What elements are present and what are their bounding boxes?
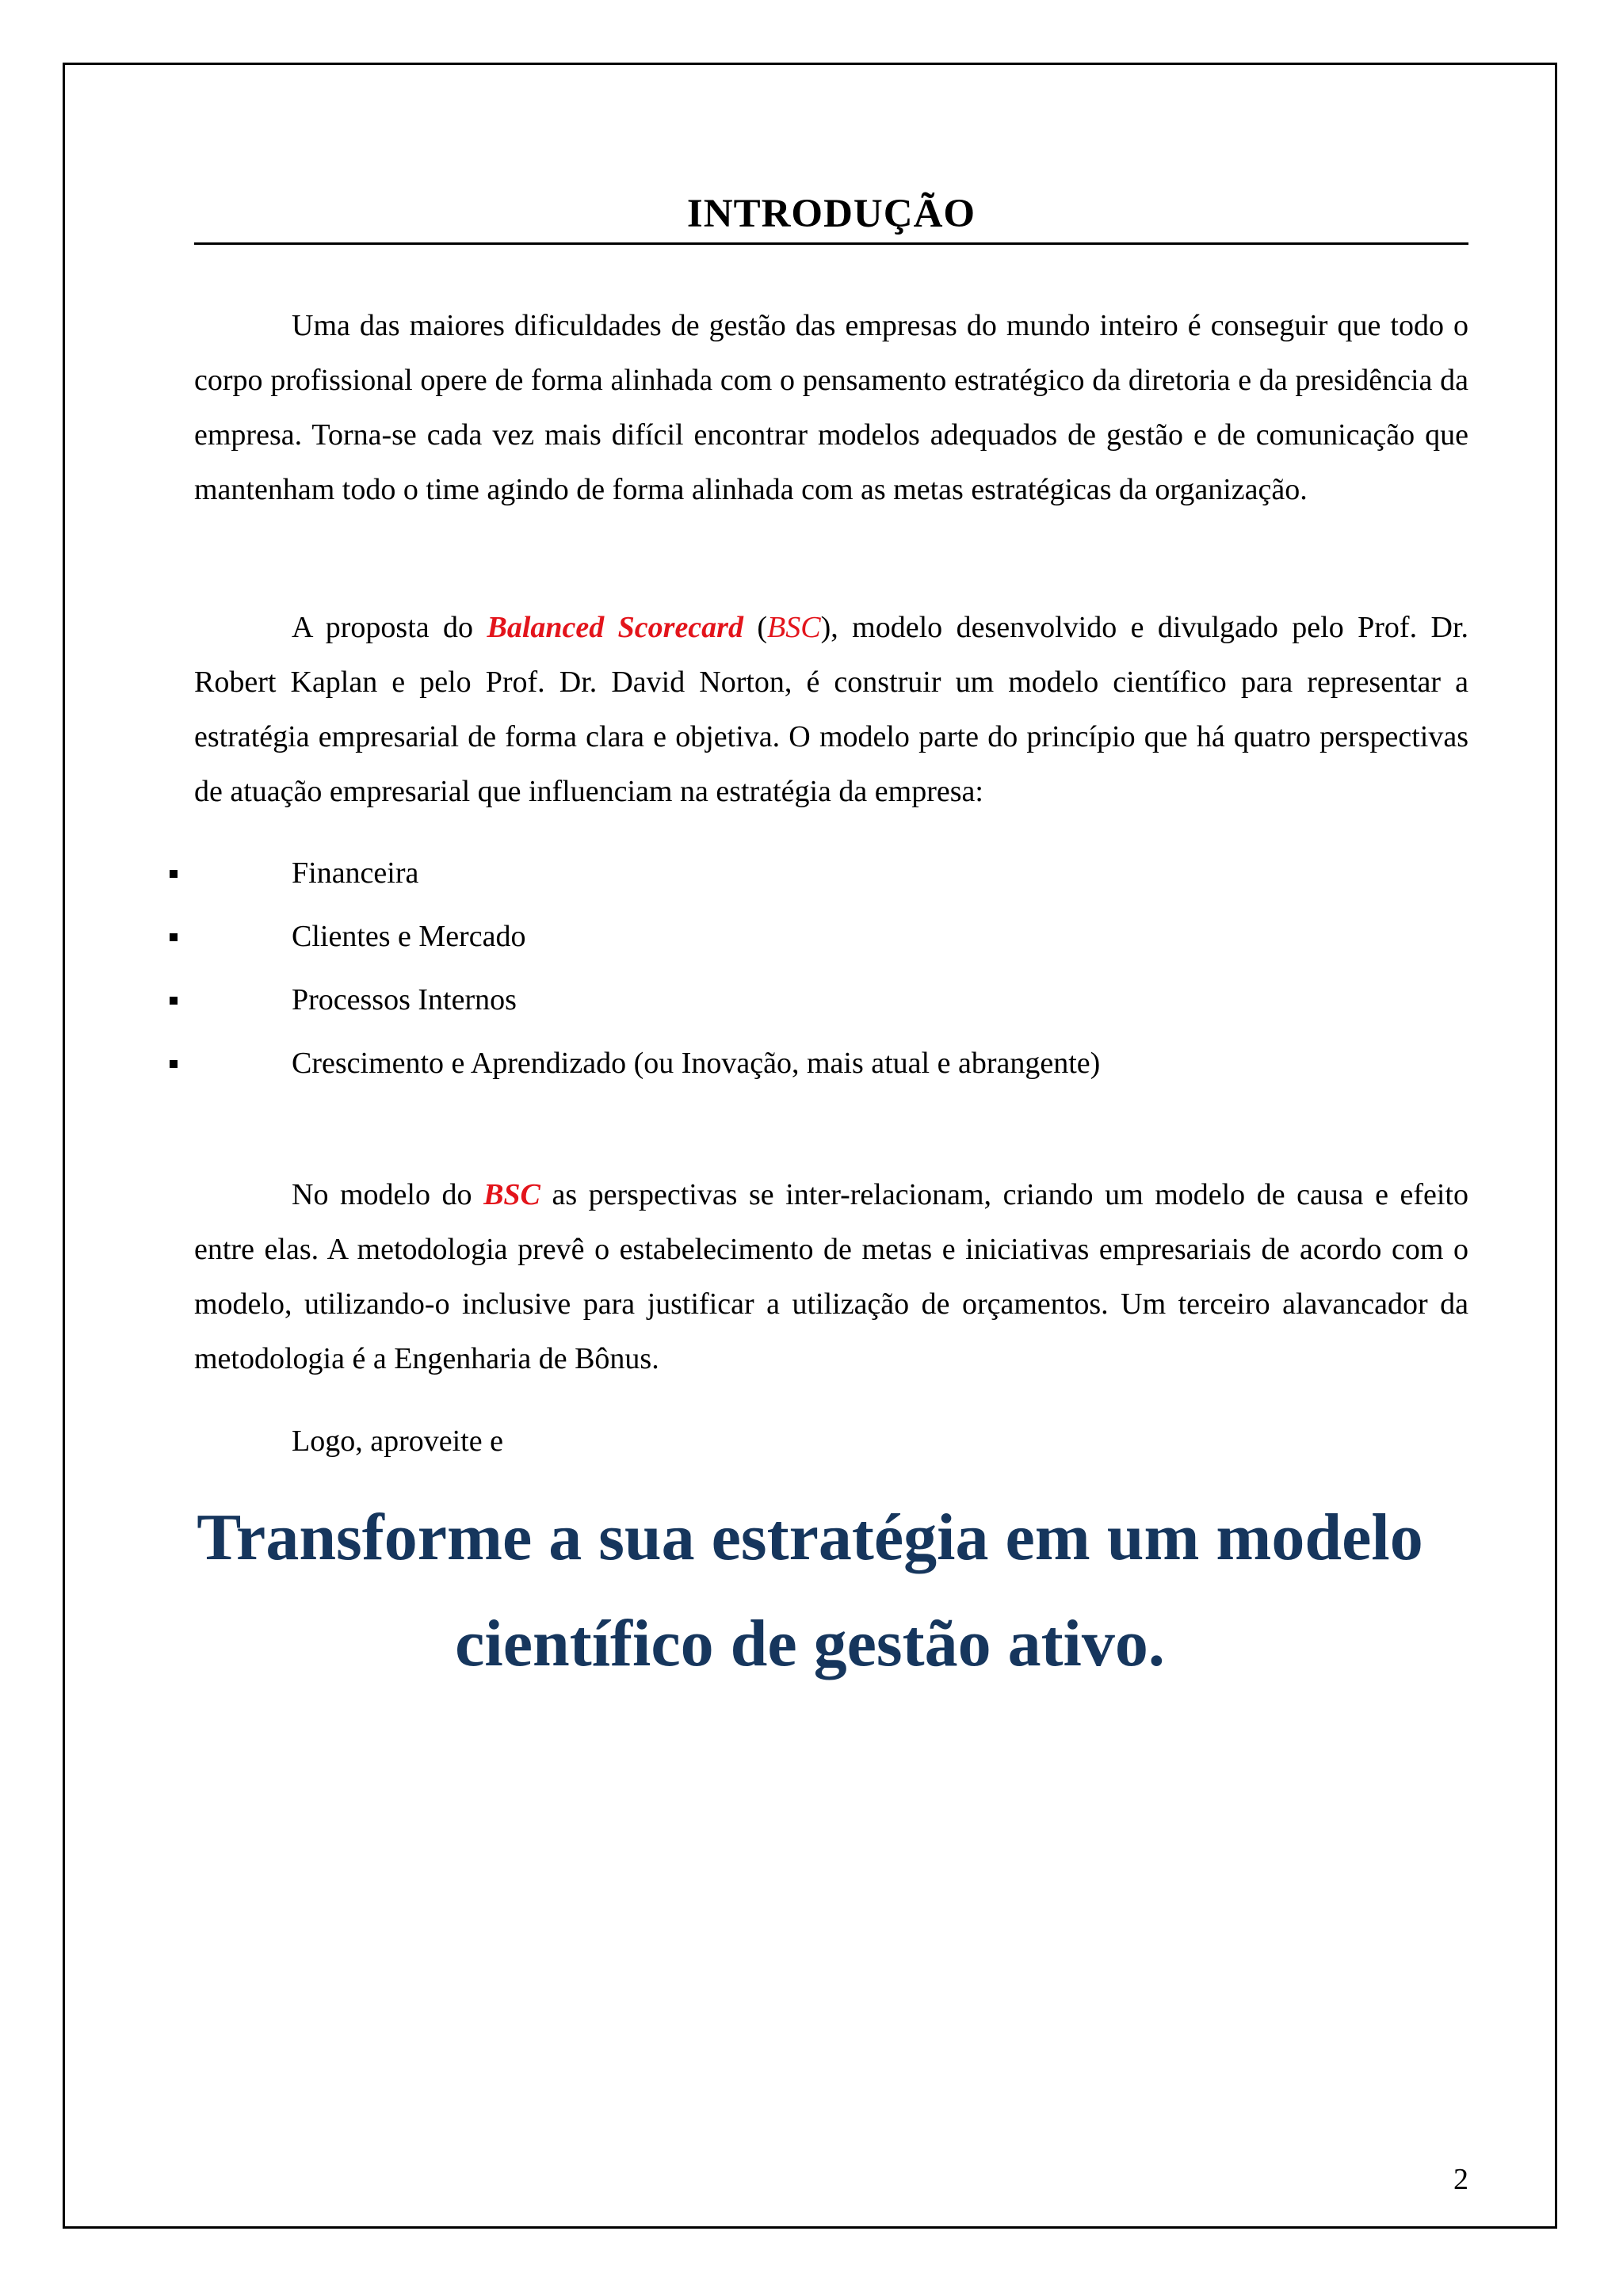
bsc-abbreviation: BSC: [767, 611, 821, 644]
bsc-model-text-start: No modelo do: [292, 1178, 484, 1211]
intro-paragraph: [194, 299, 1468, 517]
square-bullet-icon: [170, 870, 178, 878]
list-item-text: Clientes e Mercado: [292, 920, 526, 953]
square-bullet-icon: [170, 933, 178, 941]
page-title: INTRODUÇÃO: [686, 192, 976, 236]
bsc-model-paragraph: [194, 1168, 1468, 1386]
list-item-text: Crescimento e Aprendizado (ou Inovação, mais atual e abrangente): [292, 1047, 1101, 1080]
square-bullet-icon: [170, 997, 178, 1005]
closing-paragraph: [194, 1414, 1468, 1469]
bsc-model-text-end: as perspectivas se inter-relacionam, criando um modelo de causa e efeito entre elas. A metodologia prevê o estabelecimento de metas e iniciativas empresariais de acordo com o modelo, utilizando-o inclusive para justificar a utilização de orçamentos. Um terceiro alavancador da metodologia é a Engenharia de Bônus.: [194, 1178, 1468, 1375]
headline-line-2: científico de gestão ativo.: [455, 1607, 1165, 1680]
closing-text: Logo, aproveite e: [292, 1425, 503, 1458]
headline-line-1: Transforme a sua estratégia em um modelo: [197, 1501, 1423, 1574]
title-underline: [194, 242, 1468, 245]
paren-open: (: [743, 611, 768, 644]
bsc-highlight: BSC: [483, 1178, 540, 1211]
page-number: 2: [1453, 2163, 1468, 2196]
balanced-scorecard-highlight: Balanced Scorecard: [487, 611, 743, 644]
list-item-text: Processos Internos: [292, 983, 517, 1016]
square-bullet-icon: [170, 1060, 178, 1068]
headline-callout: [63, 1485, 1557, 1697]
bsc-proposal-text-end: ), modelo desenvolvido e divulgado pelo Prof. Dr. Robert Kaplan e pelo Prof. Dr. David Norton, é construir um modelo científico para representar a estratégia empresarial de forma clara e objetiva. O modelo parte do princípio que há quatro perspectivas de atuação empresarial que influenciam na estratégia da empresa:: [194, 611, 1469, 808]
list-item-text: Financeira: [292, 856, 419, 890]
bsc-proposal-text-start: A proposta do: [292, 611, 487, 644]
bsc-proposal-paragraph: [194, 601, 1468, 819]
intro-paragraph-text: Uma das maiores dificuldades de gestão das empresas do mundo inteiro é conseguir que todo o corpo profissional opere de forma alinhada com o pensamento estratégico da diretoria e da presidência da empresa. Torna-se cada vez mais difícil encontrar modelos adequados de gestão e de comunicação que mantenham todo o time agindo de forma alinhada com as metas estratégicas da organização.: [194, 309, 1468, 506]
